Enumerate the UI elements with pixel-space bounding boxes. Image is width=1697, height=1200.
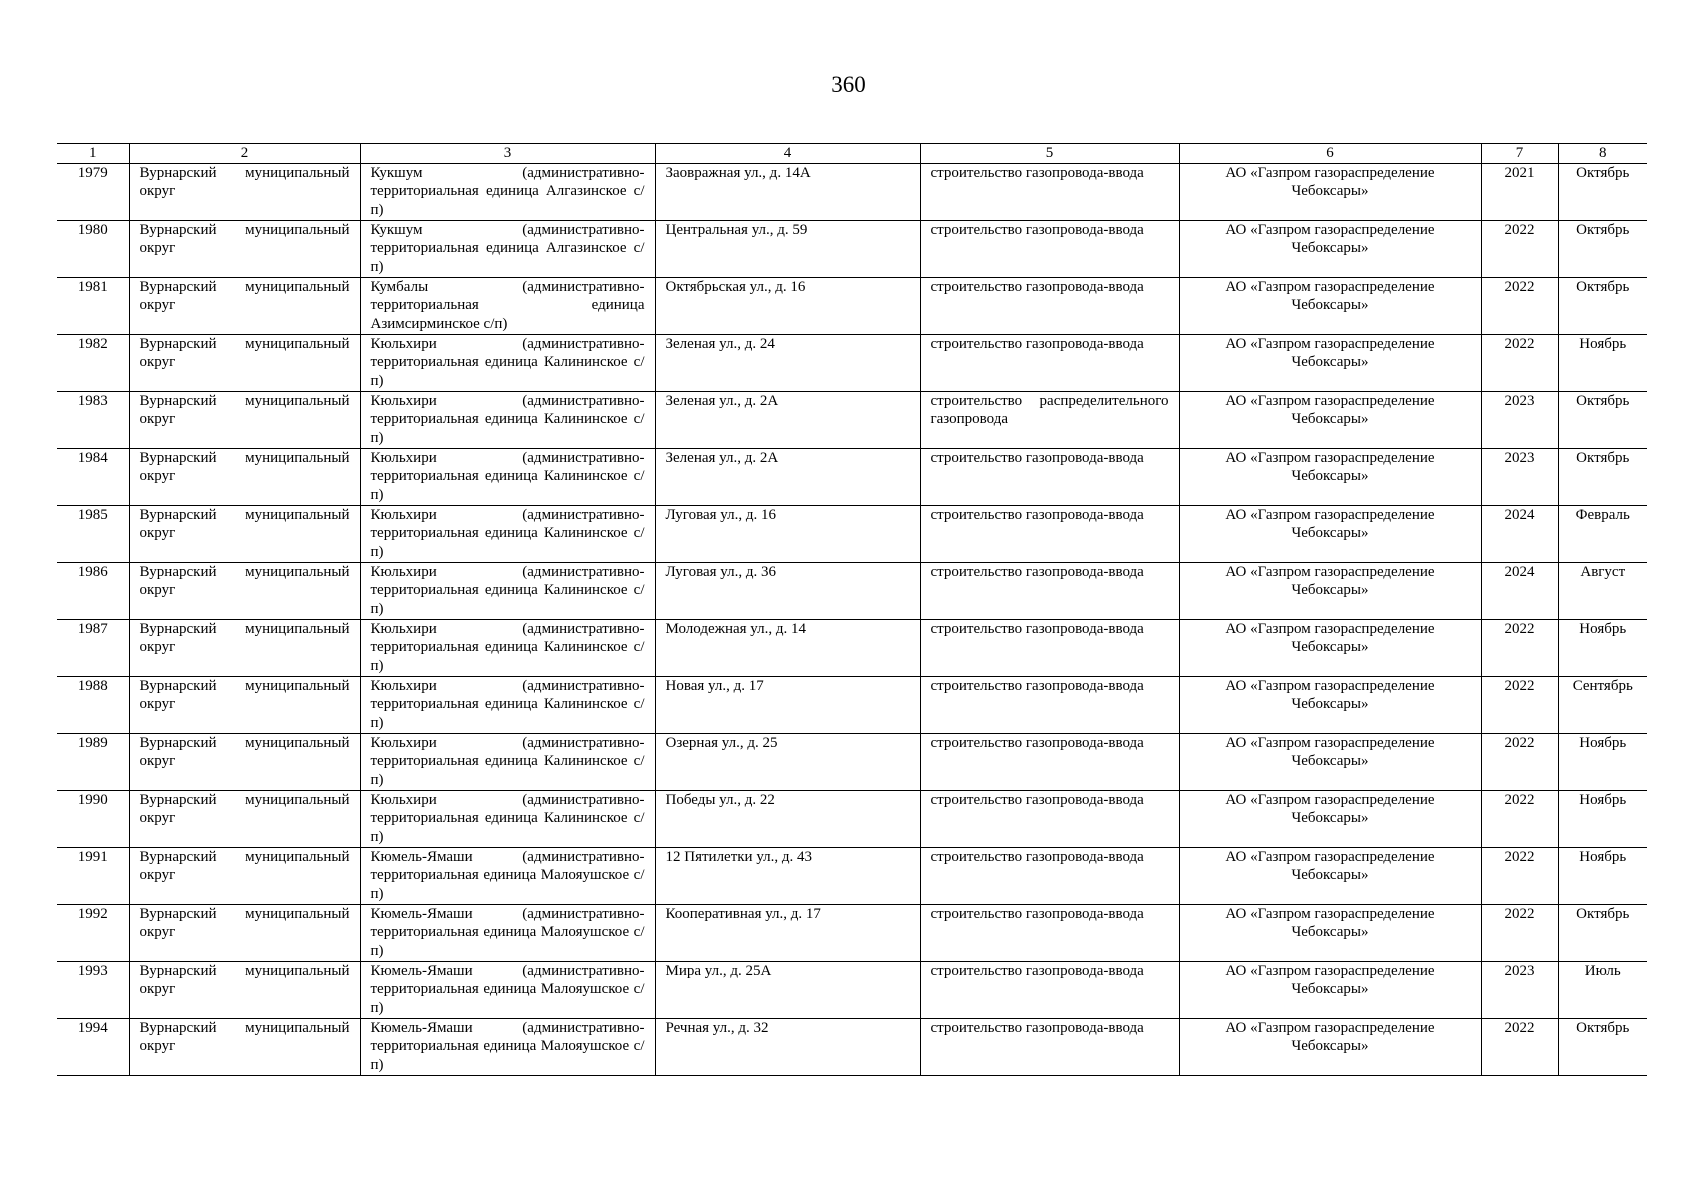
row-number-cell: 1984 — [57, 448, 129, 505]
organization-cell: АО «Газпром газораспределение Чебоксары» — [1179, 505, 1481, 562]
locality-cell: Кюльхири (административно-территориальная единица Калининское с/п) — [360, 790, 655, 847]
locality-cell: Кюльхири (административно-территориальная единица Калининское с/п) — [360, 733, 655, 790]
locality-cell: Кюльхири (административно-территориальная единица Калининское с/п) — [360, 391, 655, 448]
work-type-cell: строительство газопровода-ввода — [920, 334, 1179, 391]
month-cell: Ноябрь — [1558, 619, 1647, 676]
work-type-cell: строительство газопровода-ввода — [920, 619, 1179, 676]
column-header: 4 — [655, 144, 920, 164]
row-number-cell: 1983 — [57, 391, 129, 448]
district-cell: Вурнарский муниципальный округ — [129, 448, 360, 505]
locality-cell: Кюмель-Ямаши (административно-территориальная единица Малояушское с/п) — [360, 961, 655, 1018]
organization-cell: АО «Газпром газораспределение Чебоксары» — [1179, 904, 1481, 961]
district-cell: Вурнарский муниципальный округ — [129, 163, 360, 220]
district-cell: Вурнарский муниципальный округ — [129, 562, 360, 619]
year-cell: 2022 — [1481, 790, 1558, 847]
month-cell: Ноябрь — [1558, 334, 1647, 391]
address-cell: Луговая ул., д. 16 — [655, 505, 920, 562]
row-number-cell: 1993 — [57, 961, 129, 1018]
month-cell: Август — [1558, 562, 1647, 619]
work-type-cell: строительство газопровода-ввода — [920, 448, 1179, 505]
district-cell: Вурнарский муниципальный округ — [129, 961, 360, 1018]
organization-cell: АО «Газпром газораспределение Чебоксары» — [1179, 790, 1481, 847]
work-type-cell: строительство газопровода-ввода — [920, 163, 1179, 220]
month-cell: Февраль — [1558, 505, 1647, 562]
locality-cell: Кукшум (административно-территориальная единица Алгазинское с/п) — [360, 220, 655, 277]
locality-cell: Кумбалы (административно-территориальная единица Азимсирминское с/п) — [360, 277, 655, 334]
district-cell: Вурнарский муниципальный округ — [129, 619, 360, 676]
year-cell: 2022 — [1481, 904, 1558, 961]
organization-cell: АО «Газпром газораспределение Чебоксары» — [1179, 163, 1481, 220]
row-number-cell: 1979 — [57, 163, 129, 220]
work-type-cell: строительство газопровода-ввода — [920, 676, 1179, 733]
row-number-cell: 1987 — [57, 619, 129, 676]
district-cell: Вурнарский муниципальный округ — [129, 505, 360, 562]
month-cell: Октябрь — [1558, 904, 1647, 961]
locality-cell: Кюмель-Ямаши (административно-территориальная единица Малояушское с/п) — [360, 847, 655, 904]
table-row — [57, 961, 1647, 1018]
table-row — [57, 334, 1647, 391]
table-row — [57, 448, 1647, 505]
row-number-cell: 1989 — [57, 733, 129, 790]
district-cell: Вурнарский муниципальный округ — [129, 676, 360, 733]
address-cell: Зеленая ул., д. 24 — [655, 334, 920, 391]
table-row — [57, 163, 1647, 220]
month-cell: Октябрь — [1558, 1018, 1647, 1075]
table-row — [57, 277, 1647, 334]
organization-cell: АО «Газпром газораспределение Чебоксары» — [1179, 961, 1481, 1018]
address-cell: Зеленая ул., д. 2А — [655, 448, 920, 505]
table-header-row — [57, 144, 1647, 164]
locality-cell: Кюмель-Ямаши (административно-территориальная единица Малояушское с/п) — [360, 1018, 655, 1075]
row-number-cell: 1991 — [57, 847, 129, 904]
table-body — [57, 163, 1647, 1075]
locality-cell: Кукшум (административно-территориальная единица Алгазинское с/п) — [360, 163, 655, 220]
month-cell: Ноябрь — [1558, 733, 1647, 790]
locality-cell: Кюльхири (административно-территориальная единица Калининское с/п) — [360, 334, 655, 391]
year-cell: 2024 — [1481, 505, 1558, 562]
address-cell: Заовражная ул., д. 14А — [655, 163, 920, 220]
district-cell: Вурнарский муниципальный округ — [129, 733, 360, 790]
column-header: 3 — [360, 144, 655, 164]
row-number-cell: 1985 — [57, 505, 129, 562]
row-number-cell: 1982 — [57, 334, 129, 391]
year-cell: 2023 — [1481, 448, 1558, 505]
district-cell: Вурнарский муниципальный округ — [129, 277, 360, 334]
table-row — [57, 847, 1647, 904]
address-cell: Кооперативная ул., д. 17 — [655, 904, 920, 961]
month-cell: Октябрь — [1558, 163, 1647, 220]
page-number: 360 — [831, 72, 866, 97]
work-type-cell: строительство газопровода-ввода — [920, 847, 1179, 904]
table-row — [57, 220, 1647, 277]
address-cell: Луговая ул., д. 36 — [655, 562, 920, 619]
locality-cell: Кюльхири (административно-территориальная единица Калининское с/п) — [360, 619, 655, 676]
month-cell: Ноябрь — [1558, 847, 1647, 904]
column-header: 5 — [920, 144, 1179, 164]
table-row — [57, 904, 1647, 961]
address-cell: Мира ул., д. 25А — [655, 961, 920, 1018]
month-cell: Октябрь — [1558, 448, 1647, 505]
year-cell: 2022 — [1481, 277, 1558, 334]
month-cell: Октябрь — [1558, 391, 1647, 448]
locality-cell: Кюмель-Ямаши (административно-территориальная единица Малояушское с/п) — [360, 904, 655, 961]
work-type-cell: строительство газопровода-ввода — [920, 277, 1179, 334]
locality-cell: Кюльхири (административно-территориальная единица Калининское с/п) — [360, 676, 655, 733]
address-cell: Октябрьская ул., д. 16 — [655, 277, 920, 334]
organization-cell: АО «Газпром газораспределение Чебоксары» — [1179, 676, 1481, 733]
organization-cell: АО «Газпром газораспределение Чебоксары» — [1179, 448, 1481, 505]
organization-cell: АО «Газпром газораспределение Чебоксары» — [1179, 334, 1481, 391]
year-cell: 2022 — [1481, 676, 1558, 733]
district-cell: Вурнарский муниципальный округ — [129, 904, 360, 961]
district-cell: Вурнарский муниципальный округ — [129, 790, 360, 847]
work-type-cell: строительство распределительного газопровода — [920, 391, 1179, 448]
address-cell: Центральная ул., д. 59 — [655, 220, 920, 277]
month-cell: Сентябрь — [1558, 676, 1647, 733]
work-type-cell: строительство газопровода-ввода — [920, 733, 1179, 790]
row-number-cell: 1990 — [57, 790, 129, 847]
table-row — [57, 790, 1647, 847]
month-cell: Октябрь — [1558, 277, 1647, 334]
work-type-cell: строительство газопровода-ввода — [920, 220, 1179, 277]
address-cell: Победы ул., д. 22 — [655, 790, 920, 847]
row-number-cell: 1981 — [57, 277, 129, 334]
row-number-cell: 1980 — [57, 220, 129, 277]
district-cell: Вурнарский муниципальный округ — [129, 391, 360, 448]
organization-cell: АО «Газпром газораспределение Чебоксары» — [1179, 733, 1481, 790]
month-cell: Октябрь — [1558, 220, 1647, 277]
year-cell: 2021 — [1481, 163, 1558, 220]
organization-cell: АО «Газпром газораспределение Чебоксары» — [1179, 562, 1481, 619]
row-number-cell: 1988 — [57, 676, 129, 733]
month-cell: Ноябрь — [1558, 790, 1647, 847]
table-row — [57, 619, 1647, 676]
year-cell: 2023 — [1481, 961, 1558, 1018]
address-cell: Молодежная ул., д. 14 — [655, 619, 920, 676]
address-cell: 12 Пятилетки ул., д. 43 — [655, 847, 920, 904]
work-type-cell: строительство газопровода-ввода — [920, 505, 1179, 562]
organization-cell: АО «Газпром газораспределение Чебоксары» — [1179, 220, 1481, 277]
work-type-cell: строительство газопровода-ввода — [920, 904, 1179, 961]
year-cell: 2022 — [1481, 1018, 1558, 1075]
column-header: 1 — [57, 144, 129, 164]
organization-cell: АО «Газпром газораспределение Чебоксары» — [1179, 619, 1481, 676]
address-cell: Озерная ул., д. 25 — [655, 733, 920, 790]
table-row — [57, 1018, 1647, 1075]
year-cell: 2022 — [1481, 220, 1558, 277]
row-number-cell: 1986 — [57, 562, 129, 619]
year-cell: 2024 — [1481, 562, 1558, 619]
district-cell: Вурнарский муниципальный округ — [129, 220, 360, 277]
address-cell: Речная ул., д. 32 — [655, 1018, 920, 1075]
year-cell: 2022 — [1481, 733, 1558, 790]
column-header: 7 — [1481, 144, 1558, 164]
row-number-cell: 1994 — [57, 1018, 129, 1075]
address-cell: Новая ул., д. 17 — [655, 676, 920, 733]
table-row — [57, 733, 1647, 790]
table-row — [57, 562, 1647, 619]
organization-cell: АО «Газпром газораспределение Чебоксары» — [1179, 277, 1481, 334]
district-cell: Вурнарский муниципальный округ — [129, 334, 360, 391]
year-cell: 2023 — [1481, 391, 1558, 448]
locality-cell: Кюльхири (административно-территориальная единица Калининское с/п) — [360, 505, 655, 562]
organization-cell: АО «Газпром газораспределение Чебоксары» — [1179, 391, 1481, 448]
row-number-cell: 1992 — [57, 904, 129, 961]
column-header: 8 — [1558, 144, 1647, 164]
table-row — [57, 676, 1647, 733]
table-row — [57, 505, 1647, 562]
column-header: 6 — [1179, 144, 1481, 164]
work-type-cell: строительство газопровода-ввода — [920, 790, 1179, 847]
column-header: 2 — [129, 144, 360, 164]
organization-cell: АО «Газпром газораспределение Чебоксары» — [1179, 847, 1481, 904]
registry-table — [57, 143, 1647, 1076]
year-cell: 2022 — [1481, 334, 1558, 391]
table-row — [57, 391, 1647, 448]
year-cell: 2022 — [1481, 847, 1558, 904]
district-cell: Вурнарский муниципальный округ — [129, 847, 360, 904]
work-type-cell: строительство газопровода-ввода — [920, 961, 1179, 1018]
year-cell: 2022 — [1481, 619, 1558, 676]
district-cell: Вурнарский муниципальный округ — [129, 1018, 360, 1075]
address-cell: Зеленая ул., д. 2А — [655, 391, 920, 448]
work-type-cell: строительство газопровода-ввода — [920, 1018, 1179, 1075]
locality-cell: Кюльхири (административно-территориальная единица Калининское с/п) — [360, 448, 655, 505]
month-cell: Июль — [1558, 961, 1647, 1018]
organization-cell: АО «Газпром газораспределение Чебоксары» — [1179, 1018, 1481, 1075]
work-type-cell: строительство газопровода-ввода — [920, 562, 1179, 619]
locality-cell: Кюльхири (административно-территориальная единица Калининское с/п) — [360, 562, 655, 619]
